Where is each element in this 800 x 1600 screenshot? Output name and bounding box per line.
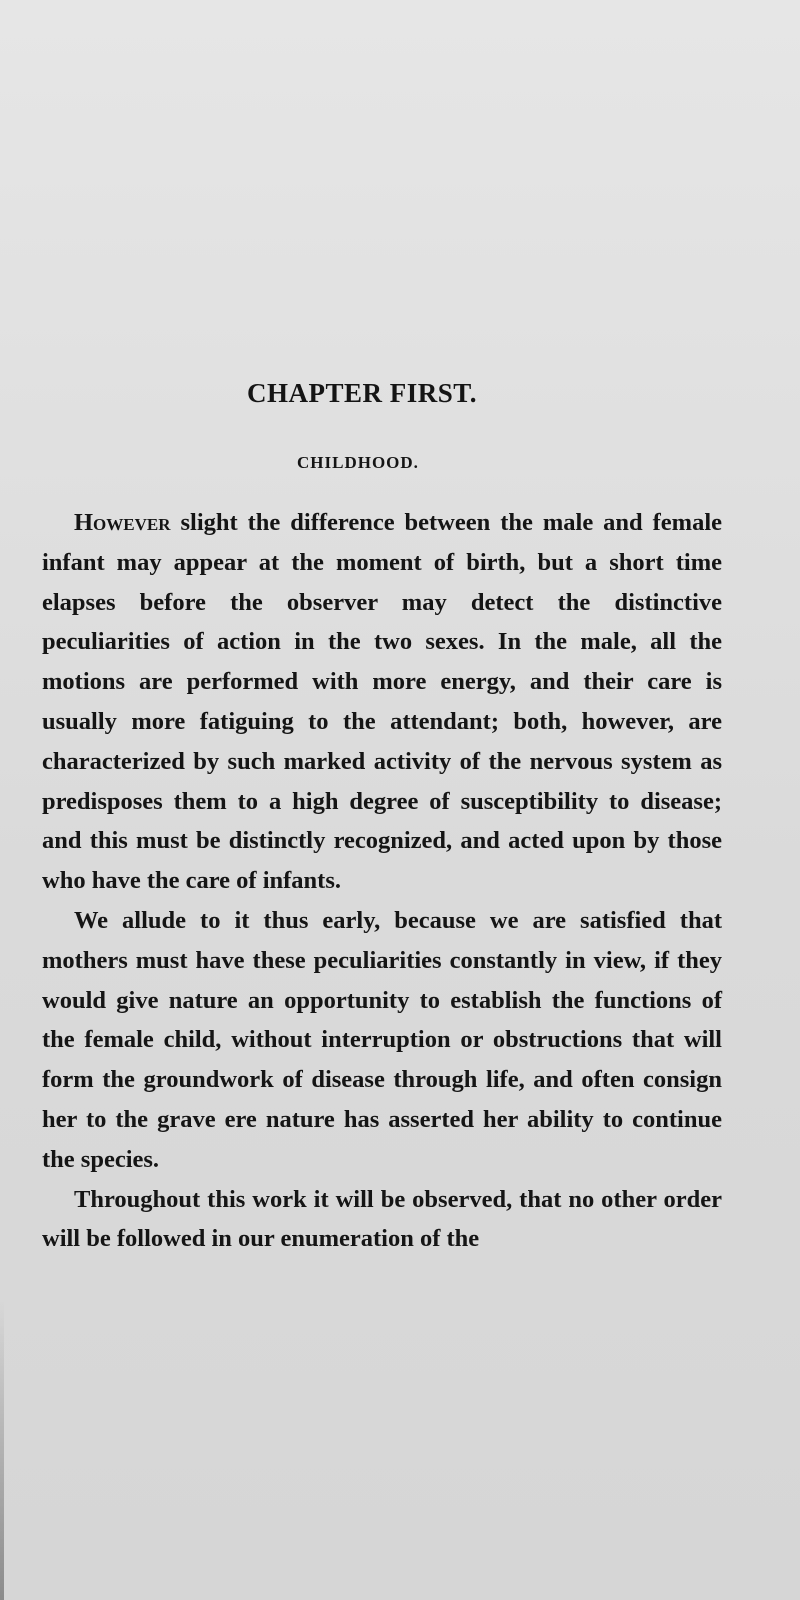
page-edge-shadow — [0, 1300, 4, 1600]
chapter-title: CHAPTER FIRST. — [247, 378, 478, 408]
paragraph-3 — [42, 1180, 722, 1260]
paragraph-3-text: Throughout this work it will be observed, that no other order will be followed in our enumeration of the — [42, 1185, 722, 1253]
paragraph-2 — [42, 901, 722, 1180]
paragraph-1-text: slight the difference between the male and female infant may appear at the moment of birth, but a short time elapses before the observer may detect the distinctive peculiarities of action in the two sexes. In the male, all the motions are performed with more energy, and their care is usually more fatiguing to the attendant; both, however, are characterized by such marked activity of the nervous system as predisposes them to a high degree of susceptibility to disease; and this must be distinctly recognized, and acted upon by those who have the care of infants. — [42, 509, 722, 895]
paragraph-lead-word: However — [74, 509, 171, 536]
paragraph-1 — [42, 503, 722, 901]
body-text — [42, 503, 722, 1259]
section-title: CHILDHOOD. — [297, 453, 419, 472]
paragraph-2-text: We allude to it thus early, because we are satisfied that mothers must have these peculiarities constantly in view, if they would give nature an opportunity to establish the functions of the female child, without interruption or obstructions that will form the groundwork of disease through life, and often consign her to the grave ere nature has asserted her ability to continue the species. — [42, 906, 722, 1173]
